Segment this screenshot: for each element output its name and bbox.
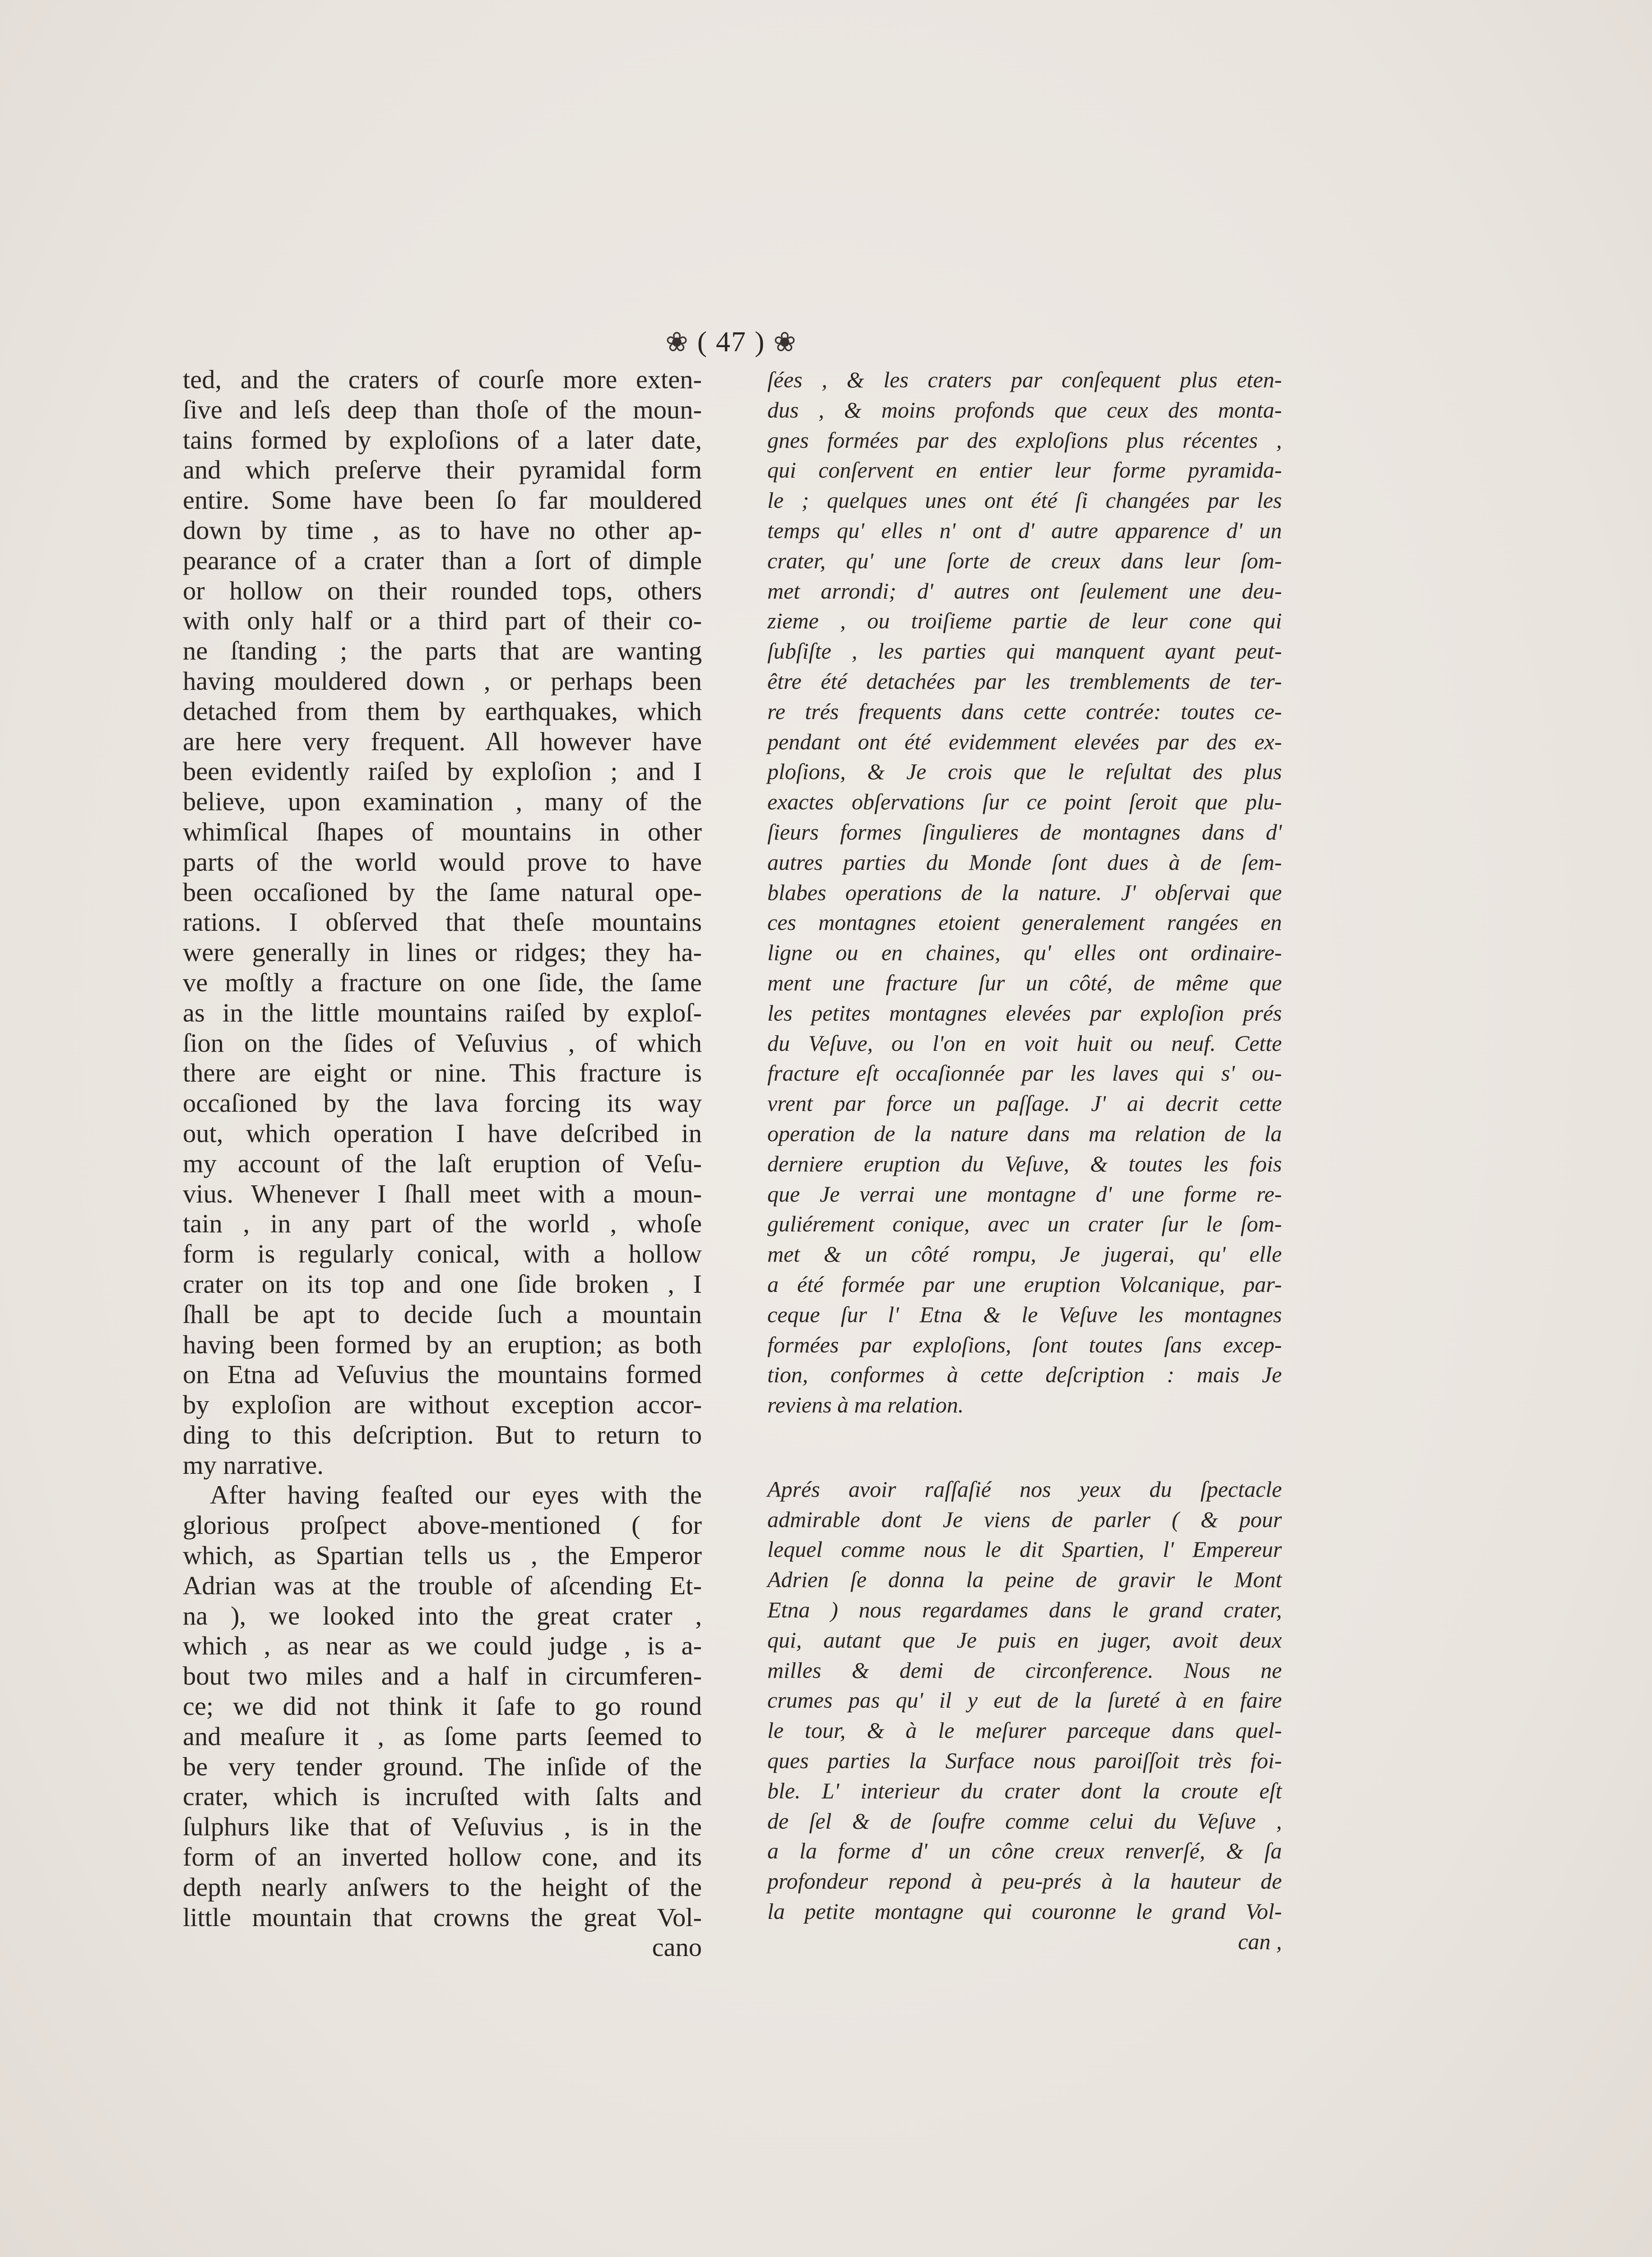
text-line: fracture eſt occaſionnée par les laves qui s' ou- xyxy=(767,1060,1282,1086)
text-line: ceque ſur l' Etna & le Veſuve les montagnes xyxy=(767,1301,1282,1327)
text-line: du Veſuve, ou l'on en voit huit ou neuf. Cette xyxy=(767,1030,1282,1056)
ornament-left-icon: ❀ xyxy=(665,327,689,357)
english-text-column xyxy=(183,365,702,1963)
french-text-column xyxy=(767,365,1282,1957)
text-line: whimſical ſhapes of mountains in other xyxy=(183,817,702,846)
text-line: tion, conformes à cette deſcription : mais Je xyxy=(767,1362,1282,1388)
text-line: reviens à ma relation. xyxy=(767,1392,964,1418)
text-line: ploſions, & Je crois que le reſultat des plus xyxy=(767,759,1282,785)
text-line: ces montagnes etoient generalement rangées en xyxy=(767,910,1282,935)
text-line: my narrative. xyxy=(183,1450,324,1480)
text-line: Etna ) nous regardames dans le grand crater, xyxy=(767,1597,1282,1623)
text-line: are here very frequent. All however have xyxy=(183,726,702,756)
text-line: temps qu' elles n' ont d' autre apparence d' un xyxy=(767,517,1282,543)
text-line: derniere eruption du Veſuve, & toutes les fois xyxy=(767,1151,1282,1176)
text-line: ve moſtly a fracture on one ſide, the ſame xyxy=(183,967,702,997)
text-line: there are eight or nine. This fracture is xyxy=(183,1058,702,1088)
text-line: le ; quelques unes ont été ſi changées par les xyxy=(767,488,1282,513)
text-line: having been formed by an eruption; as both xyxy=(183,1329,702,1359)
text-line: tains formed by exploſions of a later date, xyxy=(183,425,702,455)
text-line: and meaſure it , as ſome parts ſeemed to xyxy=(183,1721,702,1751)
text-line: can , xyxy=(1238,1928,1282,1954)
text-line: glorious proſpect above-mentioned ( for xyxy=(183,1510,702,1540)
text-line: zieme , ou troiſieme partie de leur cone qui xyxy=(767,608,1282,634)
text-line: down by time , as to have no other ap- xyxy=(183,515,702,545)
text-line: ligne ou en chaines, qu' elles ont ordinaire- xyxy=(767,940,1282,966)
text-line: admirable dont Je viens de parler ( & pour xyxy=(767,1506,1282,1532)
text-line: were generally in lines or ridges; they ha- xyxy=(183,938,702,967)
text-line: re trés frequents dans cette contrée: toutes ce- xyxy=(767,698,1282,724)
text-line: or hollow on their rounded tops, others xyxy=(183,576,702,605)
text-line: pearance of a crater than a ſort of dimple xyxy=(183,545,702,575)
text-line: depth nearly anſwers to the height of the xyxy=(183,1872,702,1902)
text-line: by exploſion are without exception accor- xyxy=(183,1390,702,1420)
text-line: ment une fracture ſur un côté, de même que xyxy=(767,970,1282,995)
text-line: been evidently raiſed by exploſion ; and I xyxy=(183,757,702,786)
text-line: ſubſiſte , les parties qui manquent ayant peut- xyxy=(767,638,1282,664)
text-line: ted, and the craters of courſe more exten- xyxy=(183,365,702,394)
text-line: qui conſervent en entier leur forme pyramida- xyxy=(767,457,1282,483)
text-line: operation de la nature dans ma relation de la xyxy=(767,1120,1282,1146)
ornament-right-icon: ❀ xyxy=(773,327,797,357)
text-line: and which preſerve their pyramidal form xyxy=(183,455,702,485)
text-line: que Je verrai une montagne d' une forme re- xyxy=(767,1181,1282,1207)
text-line: lequel comme nous le dit Spartien, l' Empereur xyxy=(767,1537,1282,1562)
text-line: ſhall be apt to decide ſuch a mountain xyxy=(183,1299,702,1329)
text-line: be very tender ground. The inſide of the xyxy=(183,1751,702,1781)
text-line: vius. Whenever I ſhall meet with a moun- xyxy=(183,1179,702,1208)
paragraph-gap xyxy=(767,1420,1282,1474)
text-line: rations. I obſerved that theſe mountains xyxy=(183,907,702,937)
text-line: ſées , & les craters par conſequent plus eten- xyxy=(767,367,1282,392)
text-line: form is regularly conical, with a hollow xyxy=(183,1239,702,1269)
text-line: ques parties la Surface nous paroiſſoit très foi- xyxy=(767,1748,1282,1774)
text-line: ſieurs formes ſingulieres de montagnes dans d' xyxy=(767,819,1282,845)
text-line: been occaſioned by the ſame natural ope- xyxy=(183,877,702,907)
text-line: form of an inverted hollow cone, and its xyxy=(183,1842,702,1872)
text-line: profondeur repond à peu-prés à la hauteur de xyxy=(767,1868,1282,1894)
text-line: on Etna ad Veſuvius the mountains formed xyxy=(183,1360,702,1389)
text-line: as in the little mountains raiſed by exploſ- xyxy=(183,998,702,1027)
text-line: parts of the world would prove to have xyxy=(183,847,702,877)
text-line: a été formée par une eruption Volcanique, par- xyxy=(767,1271,1282,1297)
text-line: met & un côté rompu, Je jugerai, qu' elle xyxy=(767,1241,1282,1267)
text-line: After having feaſted our eyes with the xyxy=(210,1480,702,1510)
text-line: detached from them by earthquakes, which xyxy=(183,696,702,726)
text-line: which, as Spartian tells us , the Emperor xyxy=(183,1541,702,1570)
text-line: na ), we looked into the great crater , xyxy=(183,1601,702,1630)
text-line: cano xyxy=(652,1932,702,1962)
text-line: bout two miles and a half in circumferen- xyxy=(183,1661,702,1691)
text-line: Adrien ſe donna la peine de gravir le Mont xyxy=(767,1567,1282,1593)
text-line: met arrondi; d' autres ont ſeulement une deu- xyxy=(767,578,1282,604)
text-line: Aprés avoir raſſaſié nos yeux du ſpectacle xyxy=(767,1476,1282,1502)
text-line: crater, qu' une ſorte de creux dans leur ſom- xyxy=(767,548,1282,573)
text-line: être été detachées par les tremblements de ter- xyxy=(767,668,1282,694)
text-line: milles & demi de circonference. Nous ne xyxy=(767,1657,1282,1683)
text-line: little mountain that crowns the great Vol- xyxy=(183,1902,702,1932)
text-line: entire. Some have been ſo far mouldered xyxy=(183,485,702,515)
text-line: exactes obſervations ſur ce point ſeroit que plu- xyxy=(767,789,1282,815)
text-line: le tour, & à le meſurer parceque dans quel- xyxy=(767,1718,1282,1743)
text-line: qui, autant que Je puis en juger, avoit deux xyxy=(767,1627,1282,1653)
text-line: blabes operations de la nature. J' obſervai que xyxy=(767,879,1282,905)
text-line: ne ſtanding ; the parts that are wanting xyxy=(183,636,702,666)
text-line: vrent par force un paſſage. J' ai decrit cette xyxy=(767,1091,1282,1116)
text-line: ce; we did not think it ſafe to go round xyxy=(183,1691,702,1721)
text-line: autres parties du Monde ſont dues à de ſem- xyxy=(767,849,1282,875)
text-line: out, which operation I have deſcribed in xyxy=(183,1118,702,1148)
text-line: ble. L' interieur du crater dont la croute eſt xyxy=(767,1778,1282,1803)
text-line: Adrian was at the trouble of aſcending Et- xyxy=(183,1570,702,1600)
text-line: ding to this deſcription. But to return to xyxy=(183,1420,702,1449)
text-line: crater on its top and one ſide broken , I xyxy=(183,1269,702,1299)
text-line: gnes formées par des exploſions plus récentes , xyxy=(767,427,1282,453)
text-line: ſion on the ſides of Veſuvius , of which xyxy=(183,1028,702,1058)
text-line: occaſioned by the lava forcing its way xyxy=(183,1088,702,1118)
text-line: crumes pas qu' il y eut de la ſureté à en faire xyxy=(767,1687,1282,1713)
text-line: my account of the laſt eruption of Veſu- xyxy=(183,1148,702,1178)
page-number: ( 47 ) xyxy=(697,325,766,358)
text-line: dus , & moins profonds que ceux des monta- xyxy=(767,397,1282,423)
text-line: believe, upon examination , many of the xyxy=(183,787,702,817)
text-line: formées par exploſions, ſont toutes ſans excep- xyxy=(767,1332,1282,1357)
text-line: guliérement conique, avec un crater ſur le ſom- xyxy=(767,1211,1282,1237)
text-line: with only half or a third part of their co- xyxy=(183,606,702,636)
text-line: tain , in any part of the world , whoſe xyxy=(183,1209,702,1239)
text-line: ſive and leſs deep than thoſe of the moun- xyxy=(183,395,702,424)
text-line: la petite montagne qui couronne le grand Vol- xyxy=(767,1899,1282,1924)
page-number-header xyxy=(632,325,831,358)
text-line: having mouldered down , or perhaps been xyxy=(183,666,702,696)
text-line: which , as near as we could judge , is a- xyxy=(183,1631,702,1661)
text-line: de ſel & de ſoufre comme celui du Veſuve , xyxy=(767,1808,1282,1834)
text-line: ſulphurs like that of Veſuvius , is in the xyxy=(183,1812,702,1842)
text-line: les petites montagnes elevées par exploſion prés xyxy=(767,1000,1282,1026)
text-line: crater, which is incruſted with ſalts and xyxy=(183,1782,702,1811)
text-line: a la forme d' un cône creux renverſé, & ſa xyxy=(767,1838,1282,1864)
text-line: pendant ont été evidemment elevées par des ex- xyxy=(767,729,1282,754)
